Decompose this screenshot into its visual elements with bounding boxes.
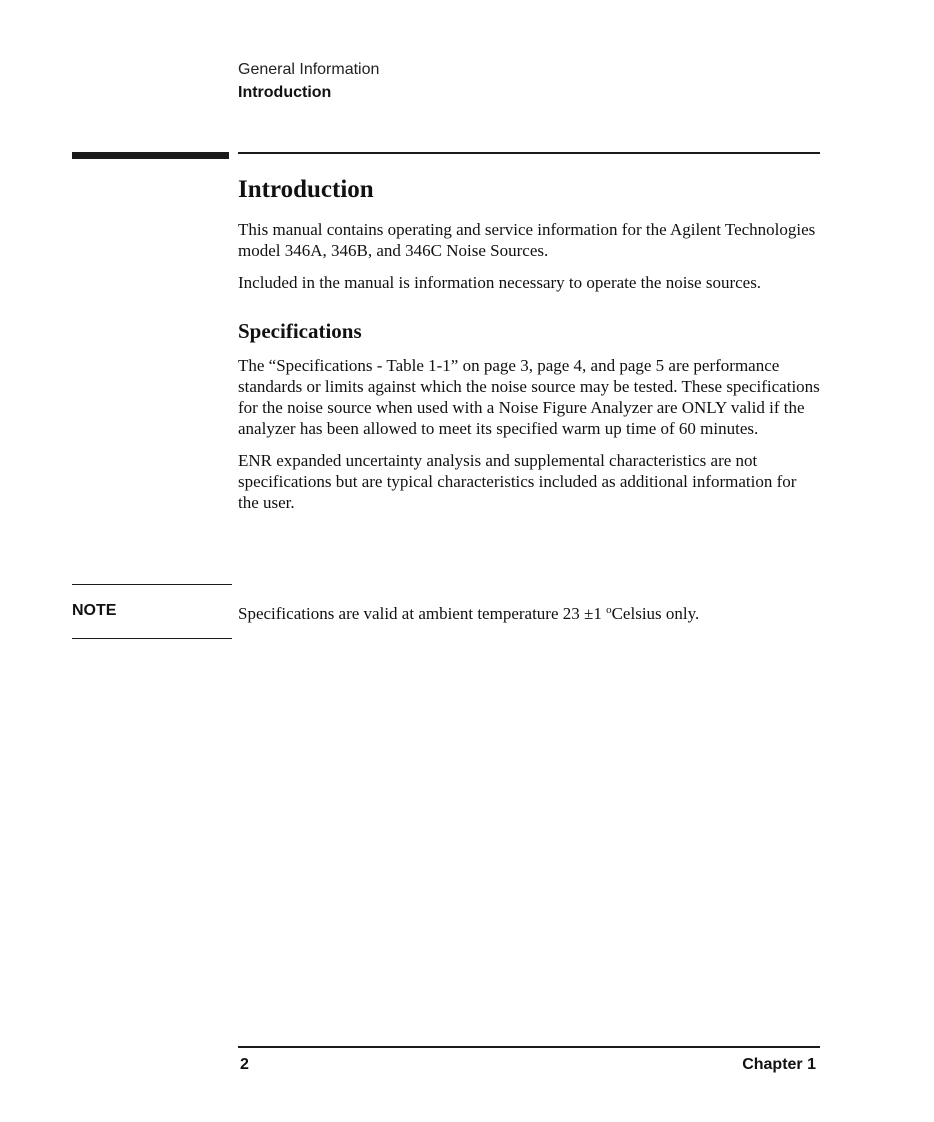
intro-paragraph-2: Included in the manual is information necessary to operate the noise sources.	[238, 273, 762, 292]
specifications-paragraph-1: The “Specifications - Table 1-1” on page 3, page 4, and page 5 are performance standards or limits against which the noise source may be tested. These specifications for the noise source when used with a Noise Figure Analyzer are ONLY valid if the analyzer has been allowed to meet its specified warm up time of 60 minutes.	[238, 356, 820, 438]
note-rule-top	[72, 584, 232, 585]
intro-paragraph-1: This manual contains operating and service information for the Agilent Technologies model 346A, 346B, and 346C Noise Sources.	[238, 220, 816, 260]
footer-rule	[238, 1046, 820, 1048]
running-head	[238, 58, 379, 104]
header-rule	[238, 152, 820, 154]
page-title: Introduction	[238, 176, 374, 203]
footer-chapter-label: Chapter 1	[742, 1056, 816, 1073]
main-content	[238, 172, 820, 513]
note-label: NOTE	[72, 602, 117, 619]
note-degree-superscript: o	[606, 604, 612, 616]
note-text	[238, 600, 820, 624]
margin-thick-rule	[72, 152, 229, 159]
specifications-paragraph-2: ENR expanded uncertainty analysis and supplemental characteristics are not specifications but are typical characteristics included as additional information for the user.	[238, 451, 797, 512]
running-head-section: General Information	[238, 61, 380, 78]
note-text-unit: Celsius only.	[611, 604, 700, 623]
note-text-main: Specifications are valid at ambient temperature 23 ±1	[238, 604, 607, 623]
footer-page-number: 2	[240, 1056, 249, 1073]
note-rule-bottom	[72, 638, 232, 639]
specifications-heading: Specifications	[238, 319, 362, 343]
running-head-subsection: Introduction	[238, 84, 332, 101]
